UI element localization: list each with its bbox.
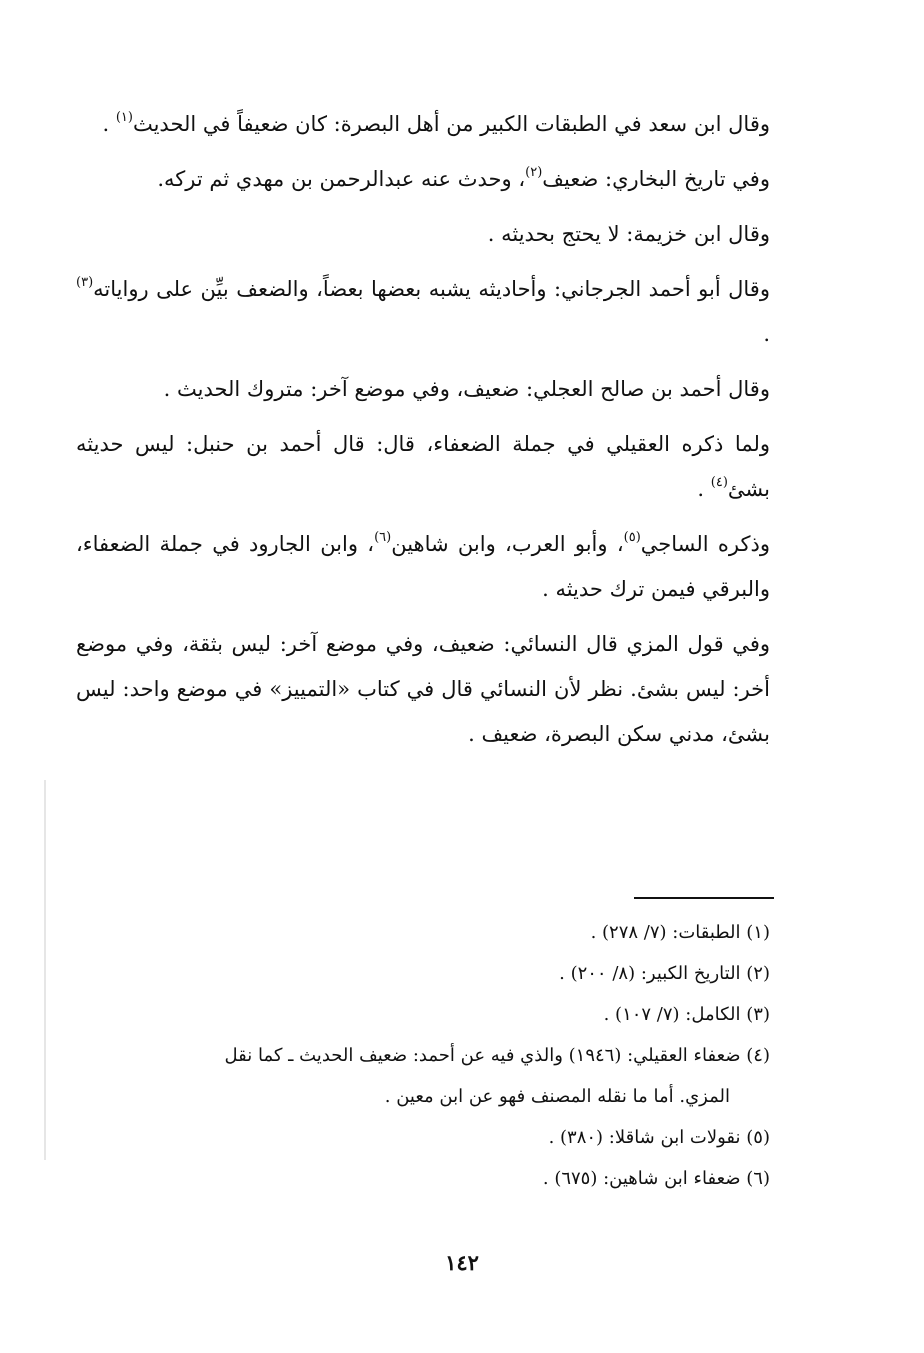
paragraph-end: ، وابن الجارود في جملة الضعفاء، والبرقي فيمن ترك حديثه .: [76, 532, 770, 601]
scan-edge-mark: [44, 780, 46, 1160]
paragraph-bukhari: [76, 157, 770, 202]
footnote-3: (٣) الكامل: (٧/ ١٠٧) .: [603, 1004, 770, 1025]
footnote-1: (١) الطبقات: (٧/ ٢٧٨) .: [590, 922, 770, 943]
footnote-4: (٤) ضعفاء العقيلي: (١٩٤٦) والذي فيه عن أحمد: ضعيف الحديث ـ كما نقل: [224, 1045, 770, 1066]
paragraph-text: ، وأبو العرب، وابن شاهين: [391, 532, 624, 556]
paragraph-ijli: [76, 367, 770, 412]
paragraph-ibn-khuzaymah: [76, 212, 770, 257]
paragraph-end: .: [102, 112, 116, 136]
paragraph-end: .: [697, 477, 711, 501]
paragraph-text: وفي تاريخ البخاري: ضعيف: [542, 167, 770, 191]
footnote-ref-5[interactable]: (٥): [623, 530, 641, 545]
paragraph-mizzi: [76, 622, 770, 757]
paragraph-text: وفي قول المزي قال النسائي: ضعيف، وفي موضع آخر: ليس بثقة، وفي موضع أخر: ليس بشئ. نظر لأن النسائي قال في كتاب «التمييز» في موضع واحد: ليس بشئ، مدني سكن البصرة، ضعيف .: [76, 632, 770, 746]
paragraph-end: ، وحدث عنه عبدالرحمن بن مهدي ثم تركه.: [157, 167, 526, 191]
page-number: ١٤٢: [445, 1250, 479, 1275]
footnote-separator: [634, 897, 774, 899]
footnote-5: (٥) نقولات ابن شاقلا: (٣٨٠) .: [548, 1127, 770, 1148]
paragraph-text: وقال ابن سعد في الطبقات الكبير من أهل البصرة: كان ضعيفاً في الحديث: [132, 112, 770, 136]
footnote-ref-2[interactable]: (٢): [525, 165, 543, 180]
paragraph-text: وذكره الساجي: [640, 532, 771, 556]
footnote-ref-3[interactable]: (٣): [76, 275, 94, 290]
paragraph-text: ولما ذكره العقيلي في جملة الضعفاء، قال: قال أحمد بن حنبل: ليس حديثه بشئ: [76, 432, 770, 501]
paragraph-end: .: [763, 322, 770, 346]
footnote-6: (٦) ضعفاء ابن شاهين: (٦٧٥) .: [542, 1168, 770, 1189]
footnote-2: (٢) التاريخ الكبير: (٨/ ٢٠٠) .: [559, 963, 770, 984]
footnote-ref-4[interactable]: (٤): [710, 475, 728, 490]
footnotes-section: [76, 912, 770, 1199]
footnote-ref-6[interactable]: (٦): [374, 530, 392, 545]
footnote-ref-1[interactable]: (١): [115, 110, 133, 125]
paragraph-uqayli: [76, 422, 770, 512]
paragraph-jurjani: [76, 267, 770, 357]
paragraph-saji: [76, 522, 770, 612]
paragraph-text: وقال أحمد بن صالح العجلي: ضعيف، وفي موضع آخر: متروك الحديث .: [163, 377, 770, 401]
main-text: [76, 102, 770, 767]
paragraph-text: وقال أبو أحمد الجرجاني: وأحاديثه يشبه بعضها بعضاً، والضعف بيِّن على رواياته: [93, 277, 770, 301]
footnote-4-continuation: المزي. أما ما نقله المصنف فهو عن ابن معين .: [384, 1086, 730, 1107]
paragraph-ibn-saad: [76, 102, 770, 147]
paragraph-text: وقال ابن خزيمة: لا يحتج بحديثه .: [487, 222, 770, 246]
